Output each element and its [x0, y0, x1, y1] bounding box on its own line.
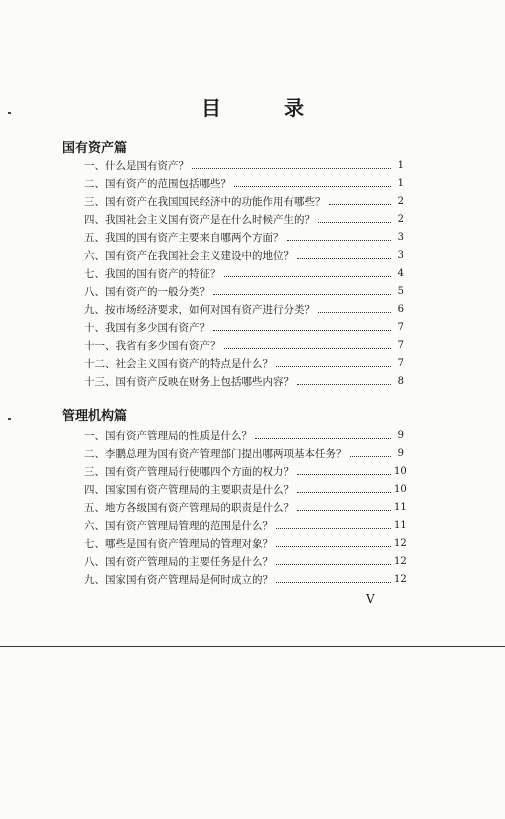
dot-leader [276, 582, 391, 583]
toc-page-number: 1 [397, 159, 404, 171]
toc-entry-text: 三、国有资产管理局行使哪四个方面的权力？ [84, 465, 294, 478]
dot-leader [318, 312, 391, 313]
toc-page-number: 6 [397, 303, 404, 315]
dot-leader [276, 528, 391, 529]
toc-entry-text: 五、我国的国有资产主要来自哪两个方面？ [84, 231, 284, 244]
toc-entry [84, 570, 407, 588]
toc-entry [84, 534, 407, 552]
toc-entry [84, 210, 404, 228]
dot-leader [297, 492, 391, 493]
dot-leader [297, 474, 391, 475]
section-heading: 国有资产篇 [62, 141, 128, 156]
toc-page-number: 8 [397, 375, 404, 387]
page-title: 目 录 [201, 96, 332, 120]
toc-entry [84, 156, 404, 174]
toc-entry-text: 六、国有资产在我国社会主义建设中的地位？ [84, 249, 294, 262]
toc-entry-text: 四、国家国有资产管理局的主要职责是什么？ [84, 483, 294, 496]
toc-page-number: 4 [397, 267, 404, 279]
toc-entry-text: 八、国有资产管理局的主要任务是什么？ [84, 555, 273, 568]
toc-page-number: 3 [397, 231, 404, 243]
toc-entry-text: 七、我国的国有资产的特征？ [84, 267, 221, 280]
toc-entry-text: 十三、国有资产反映在财务上包括哪些内容？ [84, 375, 294, 388]
dot-leader [276, 546, 391, 547]
toc-page-number: 11 [394, 519, 407, 531]
toc-entry [84, 516, 407, 534]
toc-entry-text: 九、国家国有资产管理局是何时成立的？ [84, 573, 273, 586]
toc-entry-text: 六、国有资产管理局管理的范围是什么？ [84, 519, 273, 532]
dot-leader [276, 564, 391, 565]
toc-entry [84, 552, 407, 570]
toc-page-number: 9 [397, 429, 404, 441]
edge-mark [8, 112, 11, 114]
section-heading: 管理机构篇 [62, 409, 128, 424]
toc-entry [84, 174, 404, 192]
toc-page-number: 7 [397, 339, 404, 351]
toc-entry [84, 300, 404, 318]
page-folio: V [366, 592, 375, 606]
toc-entry-text: 二、李鹏总理为国有资产管理部门提出哪两项基本任务？ [84, 447, 347, 460]
toc-entry-text: 三、国有资产在我国国民经济中的功能作用有哪些？ [84, 195, 326, 208]
toc-entry [84, 480, 407, 498]
toc-page-number: 12 [394, 573, 407, 585]
toc-entry-text: 十、我国有多少国有资产？ [84, 321, 210, 334]
toc-entry [84, 192, 404, 210]
toc-page-number: 2 [397, 213, 404, 225]
dot-leader [276, 366, 391, 367]
toc-entry [84, 372, 404, 390]
dot-leader [297, 384, 391, 385]
toc-page-number: 11 [394, 501, 407, 513]
toc-entry-text: 八、国有资产的一般分类？ [84, 285, 210, 298]
toc-entry-text: 九、按市场经济要求，如何对国有资产进行分类？ [84, 303, 315, 316]
toc-entry [84, 264, 404, 282]
toc-page-number: 7 [397, 357, 404, 369]
dot-leader [318, 222, 391, 223]
toc-page-number: 12 [394, 555, 407, 567]
dot-leader [297, 258, 391, 259]
dot-leader [224, 348, 392, 349]
dot-leader [234, 186, 391, 187]
toc-entry [84, 444, 404, 462]
toc-page-number: 1 [397, 177, 404, 189]
toc-entry-text: 四、我国社会主义国有资产是在什么时候产生的？ [84, 213, 315, 226]
toc-entry-text: 五、地方各级国有资产管理局的职责是什么？ [84, 501, 294, 514]
toc-page-number: 5 [397, 285, 404, 297]
dot-leader [192, 168, 391, 169]
toc-page-number: 3 [397, 249, 404, 261]
bottom-rule [0, 646, 505, 647]
toc-entry-text: 一、什么是国有资产？ [84, 159, 189, 172]
toc-entry-text: 一、国有资产管理局的性质是什么？ [84, 429, 252, 442]
toc-entry [84, 336, 404, 354]
toc-page-number: 10 [394, 483, 407, 495]
dot-leader [213, 294, 391, 295]
dot-leader [329, 204, 392, 205]
dot-leader [297, 510, 391, 511]
toc-entry [84, 354, 404, 372]
dot-leader [350, 456, 392, 457]
toc-entry [84, 318, 404, 336]
dot-leader [224, 276, 392, 277]
toc-page-number: 2 [397, 195, 404, 207]
toc-page-number: 7 [397, 321, 404, 333]
toc-page-number: 10 [394, 465, 407, 477]
toc-entry-text: 七、哪些是国有资产管理局的管理对象？ [84, 537, 273, 550]
toc-page-number: 9 [397, 447, 404, 459]
toc-entry [84, 462, 407, 480]
dot-leader [287, 240, 392, 241]
toc-entry [84, 426, 404, 444]
toc-entry-text: 十二、社会主义国有资产的特点是什么？ [84, 357, 273, 370]
toc-entry-text: 二、国有资产的范围包括哪些？ [84, 177, 231, 190]
toc-entry [84, 282, 404, 300]
toc-entry-text: 十一、我省有多少国有资产？ [84, 339, 221, 352]
dot-leader [213, 330, 391, 331]
dot-leader [255, 438, 391, 439]
toc-page-number: 12 [394, 537, 407, 549]
toc-entry [84, 498, 407, 516]
toc-entry [84, 228, 404, 246]
edge-mark [8, 418, 11, 420]
toc-entry [84, 246, 404, 264]
